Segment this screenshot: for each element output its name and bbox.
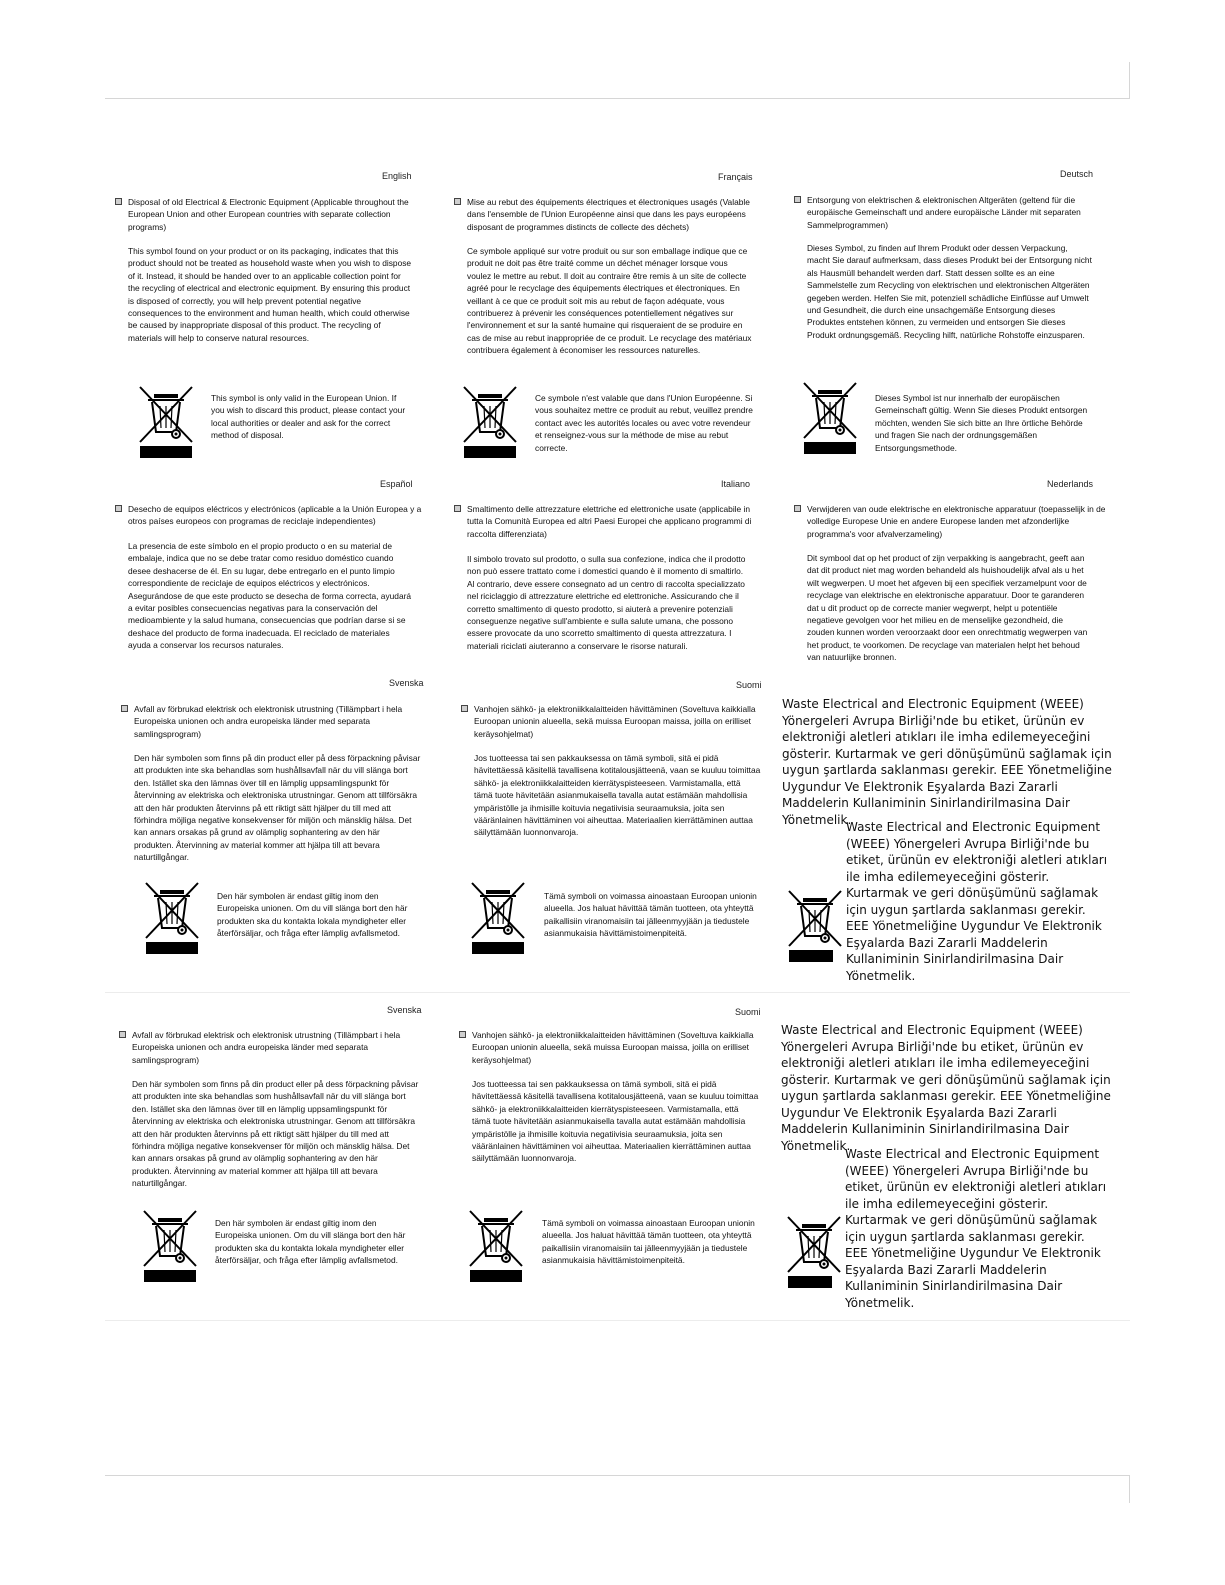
section-heading-nederlands: Verwijderen van oude elektrische en elektronische apparatuur (toepasselijk in de volledige Europese Unie en andere Europese landen met afzonderlijke programma's voor afvalverzameling) (794, 503, 1107, 540)
note-francais: Ce symbole n'est valable que dans l'Union Européenne. Si vous souhaitez mettre ce produit au rebut, veuillez prendre contact avec les autorités locales ou avec votre revendeur et renseignez-vous sur la méthode de mise au rebut correcte. (535, 393, 753, 453)
checkbox-icon (115, 505, 122, 512)
top-rule (105, 98, 1130, 99)
checkbox-icon (454, 198, 461, 205)
lang-label-english: English (382, 171, 412, 181)
section-body-svenska: Den här symbolen som finns på din product eller på dess förpackning påvisar att produkten inte ska behandlas som hushållsavfall när du vill slänga bort den. Istället ska den lämnas över till en lämplig uppsamlingspunkt för återvinning av elektriska och elektroniska utrustningar. Genom att tillförsäkra att den här produkten återvinns på ett riktigt sätt hjälper du till med att förhindra möjliga negative konsekvenser för miljön och mänsklig hälsa. Det kan annars orsakas på grund av olämplig sophantering av den här produkten. Återvinning av material kommer att hjälpa till att bevara naturtillgångar. (134, 753, 421, 863)
section-heading-francais: Mise au rebut des équipements électriques et électroniques usagés (Valable dans l'ensemble de l'Union Européenne ainsi que dans les pays européens disposant de programmes distincts de collecte des déchets) (454, 196, 767, 233)
weee-bin-icon (140, 1208, 200, 1284)
section-body-suomi-repeat: Jos tuotteessa tai sen pakkauksessa on tämä symboli, sitä ei pidä hävitettäessä käsitellä tavallisena kotitalousjätteenä, vaan se kuuluu toimittaa sähkö- ja elektroniikkalaitteiden kierrätyspisteeseen. Varmistamalla, että tämä tuote hävitetään asianmukaisella tavalla autat estämään mahdollisia ympäristölle ja ihmisille koituvia negatiivisia seuraamuksia, joita sen vääränlainen hävittäminen voi aiheuttaa. Materiaalien kierrättäminen auttaa säilyttämään luonnonvaroja. (472, 1079, 759, 1164)
checkbox-icon (115, 198, 122, 205)
section-heading-svenska-repeat: Avfall av förbrukad elektrisk och elektronisk utrustning (Tillämpbart i hela Europeiska unionen och andra europeiska länder med separata samlingsprogram) (119, 1029, 432, 1066)
checkbox-icon (121, 705, 128, 712)
section-body-deutsch: Dieses Symbol, zu finden auf Ihrem Produkt oder dessen Verpackung, macht Sie darauf aufmerksam, dass dieses Produkt bei der Entsorgung nicht als Hausmüll behandelt werden darf. Statt dessen sollte es an eine Sammelstelle zum Recycling von elektrischen und elektronischen Altgeräten gegeben werden. Helfen Sie mit, potenziell schädliche Einflüsse auf Umwelt und Gesundheit, die durch eine unsachgemäße Entsorgung dieses Produktes entstehen können, zu vermeiden und entsorgen Sie dieses Produkt ordnungsgemäß. Recycling hilft, natürliche Rohstoffe einzusparen. (807, 243, 1092, 340)
bottom-rule (105, 1475, 1130, 1476)
bottom-right-tick (1129, 1475, 1130, 1503)
section-body-nederlands: Dit symbool dat op het product of zijn verpakking is aangebracht, geeft aan dat dit product niet mag worden behandeld als huishoudelijk afval als u het wilt wegwerpen. U moet het afgeven bij een specifiek verzamelpunt voor de recyclage van elektrische en elektronische apparatuur. Door te garanderen dat u dit product op de correcte manier wegwerpt, helpt u potentiële negatieve gevolgen voor het milieu en de menselijke gezondheid, die zouden kunnen worden veroorzaakt door een onrechtmatig wegwerpen van het product, te voorkomen. De recyclage van materialen helpt het behoud van natuurlijke bronnen. (807, 553, 1088, 663)
lang-label-italiano: Italiano (721, 479, 751, 489)
weee-bin-icon (466, 1208, 526, 1284)
weee-bin-icon (142, 880, 202, 956)
note-svenska: Den här symbolen är endast giltig inom den Europeiska unionen. Om du vill slänga bort den här produkten ska du kontakta lokala myndigheter eller återförsäljar, och fråga efter lämplig avfallsmetod. (217, 891, 408, 939)
section-heading-svenska: Avfall av förbrukad elektrisk och elektronisk utrustning (Tillämpbart i hela Europeiska unionen och andra europeiska länder med separata samlingsprogram) (121, 703, 434, 740)
section-body-francais: Ce symbole appliqué sur votre produit ou sur son emballage indique que ce produit ne doit pas être traité comme un déchet ménager lorsque vous voulez le mettre au rebut. Il doit au contraire être remis à un site de collecte agréé pour le recyclage des équipements électriques et électroniques. En veillant à ce que ce produit soit mis au rebut de façon adéquate, vous contribuerez à prévenir les conséquences potentiellement négatives sur l'environnement et sur la santé humaine qui risqueraient de se produire en cas de mise au rebut inappropriée de ce produit. Le recyclage des matériaux contribuera également à économiser les ressources naturelles. (467, 246, 752, 356)
lang-label-svenska-repeat: Svenska (387, 1005, 422, 1015)
section-heading-deutsch: Entsorgung von elektrischen & elektronischen Altgeräten (geltend für die europäische Gemeinschaft und andere europäische Länder mit separaten Sammelprogrammen) (794, 194, 1107, 231)
weee-note-tr-repeat: Waste Electrical and Electronic Equipment (WEEE) Yönergeleri Avrupa Birliği'nde bu etiket, ürünün ev elektroniği aletleri atıkları ile imha edilemeyeceğini gösterir. Kurtarmak ve geri dönüşümünü sağlamak için uygun şartlarda saklanması gerekir. EEE Yönetmeliğine Uygundur Ve Elektronik Eşyalarda Bazi Zararli Maddelerin Kullaniminin Sinirlandirilmasina Dair Yönetmelik. (845, 1147, 1107, 1310)
section-heading-english: Disposal of old Electrical & Electronic Equipment (Applicable throughout the European Union and other European countries with separate collection programs) (115, 196, 428, 233)
checkbox-icon (461, 705, 468, 712)
lang-label-suomi: Suomi (736, 680, 762, 690)
section-body-espanol: La presencia de este símbolo en el propio producto o en su material de embalaje, indica que no se debe tratar como residuo doméstico cuando desee deshacerse de él. En su lugar, debe entregarlo en el punto limpio correspondiente de reciclaje de equipos eléctricos y electrónicos. Asegurándose de que este producto se desecha de forma correcta, ayudará a evitar posibles consecuencias negativas para la conservación del medioambiente y la salud humana, consecuencias que podrían darse si se deshace del producto de forma inadecuada. El reciclado de materiales ayuda a conservar los recursos naturales. (128, 541, 412, 651)
lang-label-deutsch: Deutsch (1060, 169, 1094, 179)
lang-label-espanol: Español (380, 479, 413, 489)
section-body-suomi: Jos tuotteessa tai sen pakkauksessa on tämä symboli, sitä ei pidä hävitettäessä käsitellä tavallisena kotitalousjätteenä, vaan se kuuluu toimittaa sähkö- ja elektroniikkalaitteiden kierrätyspisteeseen. Varmistamalla, että tämä tuote hävitetään asianmukaisella tavalla autat estämään mahdollisia ympäristölle ja ihmisille koituvia negatiivisia seuraamuksia, joita sen vääränlainen hävittäminen voi aiheuttaa. Materiaalien kierrättäminen auttaa säilyttämään luonnonvaroja. (474, 753, 761, 838)
weee-note-tr: Waste Electrical and Electronic Equipment (WEEE) Yönergeleri Avrupa Birliği'nde bu etiket, ürünün ev elektroniği aletleri atıkları ile imha edilemeyeceğini gösterir. Kurtarmak ve geri dönüşümünü sağlamak için uygun şartlarda saklanması gerekir. EEE Yönetmeliğine Uygundur Ve Elektronik Eşyalarda Bazi Zararli Maddelerin Kullaniminin Sinirlandirilmasina Dair Yönetmelik. (846, 820, 1108, 983)
band-separator-1 (105, 992, 1130, 993)
top-right-tick (1129, 62, 1130, 98)
lang-label-nederlands: Nederlands (1047, 479, 1094, 489)
note-suomi-repeat: Tämä symboli on voimassa ainoastaan Euroopan unionin alueella. Jos haluat hävittää tämän tuotteen, ota yhteyttä paikallisiin viranomaisiin tai jälleenmyyjään ja tiedustele asianmukaisia hävittämistoimenpiteitä. (542, 1218, 755, 1266)
section-heading-suomi: Vanhojen sähkö- ja elektroniikkalaitteiden hävittäminen (Soveltuva kaikkialla Euroopan unionin alueella, sekä muissa Euroopan maissa, joilla on erilliset keräysohjelmat) (461, 703, 774, 740)
note-suomi: Tämä symboli on voimassa ainoastaan Euroopan unionin alueella. Jos haluat hävittää tämän tuotteen, ota yhteyttä paikallisiin viranomaisiin tai jälleenmyyjään ja tiedustele asianmukaisia hävittämistoimenpiteitä. (544, 891, 757, 939)
weee-paragraph-tr-repeat: Waste Electrical and Electronic Equipment (WEEE) Yönergeleri Avrupa Birliği'nde bu etiket, ürünün ev elektroniği aletleri atıkları ile imha edilemeyeceğini gösterir. Kurtarmak ve geri dönüşümünü sağlamak için uygun şartlarda saklanması gerekir. EEE Yönetmeliğine Uygundur Ve Elektronik Eşyalarda Bazi Zararli Maddelerin Kullaniminin Sinirlandirilmasina Dair Yönetmelik. (781, 1023, 1111, 1153)
band-separator-2 (105, 1320, 1130, 1321)
section-heading-italiano: Smaltimento delle attrezzature elettriche ed elettroniche usate (applicabile in tutta la Comunità Europea ed altri Paesi Europei che applicano programmi di raccolta differenziata) (454, 503, 767, 540)
section-body-italiano: Il simbolo trovato sul prodotto, o sulla sua confezione, indica che il prodotto non può essere trattato come i domestici quando è il momento di smaltirlo. Al contrario, deve essere consegnato ad un centro di raccolta specializzato nel riciclaggio di attrezzature elettriche ed elettroniche. Assicurando che il corretto smaltimento di questo prodotto, si aiuterà a prevenire potenziali conseguenze negative sull'ambiente e sulla salute umana, che possono essere provocate da uno scorretto smaltimento di questa attrezzatura. I materiali riciclati aiuteranno a conservare le risorse naturali. (467, 554, 746, 651)
note-deutsch: Dieses Symbol ist nur innerhalb der europäischen Gemeinschaft gültig. Wenn Sie dieses Produkt entsorgen möchten, wenden Sie sich bitte an Ihre örtliche Behörde und fragen Sie nach der ordnungsgemäßen Entsorgungsmethode. (875, 393, 1088, 453)
lang-label-suomi-repeat: Suomi (735, 1007, 761, 1017)
checkbox-icon (454, 505, 461, 512)
checkbox-icon (459, 1031, 466, 1038)
weee-bin-icon (460, 384, 520, 460)
checkbox-icon (119, 1031, 126, 1038)
weee-bin-icon (136, 384, 196, 460)
section-heading-espanol: Desecho de equipos eléctricos y electrónicos (aplicable a la Unión Europea y a otros países europeos con programas de reciclaje independientes) (115, 503, 428, 528)
note-english: This symbol is only valid in the European Union. If you wish to discard this product, please contact your local authorities or dealer and ask for the correct method of disposal. (211, 393, 406, 441)
note-svenska-repeat: Den här symbolen är endast giltig inom den Europeiska unionen. Om du vill slänga bort den här produkten ska du kontakta lokala myndigheter eller återförsäljar, och fråga efter lämplig avfallsmetod. (215, 1218, 406, 1266)
weee-bin-icon (785, 888, 845, 964)
lang-label-francais: Français (718, 172, 753, 182)
weee-bin-icon (468, 880, 528, 956)
lang-label-svenska: Svenska (389, 678, 424, 688)
weee-bin-icon (800, 380, 860, 456)
section-body-english: This symbol found on your product or on its packaging, indicates that this product should not be treated as household waste when you wish to dispose of it. Instead, it should be handed over to an applicable collection point for the recycling of electrical and electronic equipment. By ensuring this product is disposed of correctly, you will help prevent potential negative consequences to the environment and human health, which could otherwise be caused by inappropriate disposal of this product. The recycling of materials will help to conserve natural resources. (128, 246, 412, 343)
section-body-svenska-repeat: Den här symbolen som finns på din product eller på dess förpackning påvisar att produkten inte ska behandlas som hushållsavfall när du vill slänga bort den. Istället ska den lämnas över till en lämplig uppsamlingspunkt för återvinning av elektriska och elektroniska utrustningar. Genom att tillförsäkra att den här produkten återvinns på ett riktigt sätt hjälper du till med att förhindra möjliga negative konsekvenser för miljön och mänsklig hälsa. Det kan annars orsakas på grund av olämplig sophantering av den här produkten. Återvinning av material kommer att hjälpa till att bevara naturtillgångar. (132, 1079, 419, 1189)
checkbox-icon (794, 505, 801, 512)
weee-paragraph-tr: Waste Electrical and Electronic Equipment (WEEE) Yönergeleri Avrupa Birliği'nde bu etiket, ürünün ev elektroniği aletleri atıkları ile imha edilemeyeceğini gösterir. Kurtarmak ve geri dönüşümünü sağlamak için uygun şartlarda saklanması gerekir. EEE Yönetmeliğine Uygundur Ve Elektronik Eşyalarda Bazi Zararli Maddelerin Kullaniminin Sinirlandirilmasina Dair Yönetmelik. (782, 697, 1112, 827)
weee-bin-icon (784, 1214, 844, 1290)
section-heading-suomi-repeat: Vanhojen sähkö- ja elektroniikkalaitteiden hävittäminen (Soveltuva kaikkialla Euroopan unionin alueella, sekä muissa Euroopan maissa, joilla on erilliset keräysohjelmat) (459, 1029, 772, 1066)
checkbox-icon (794, 196, 801, 203)
